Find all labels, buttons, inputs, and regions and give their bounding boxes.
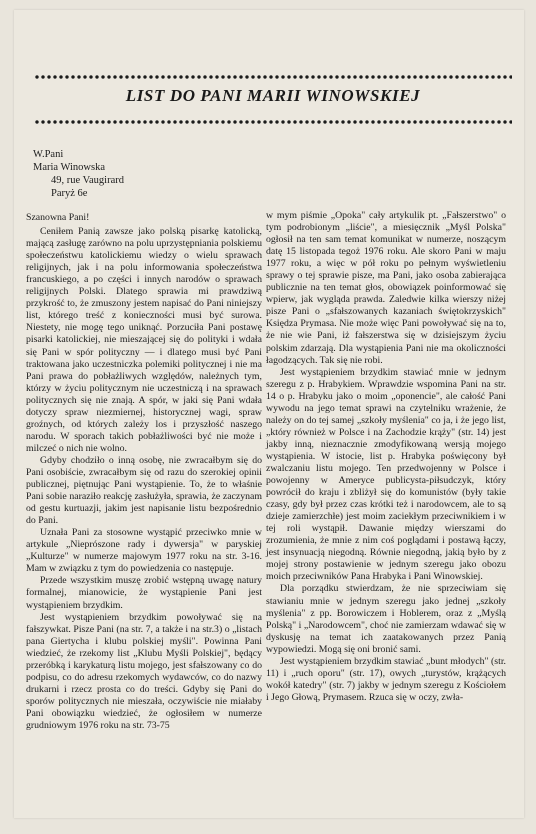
paragraph: Jest wystąpieniem brzydkim powoływać się na fałszywkat. Pisze Pani (na str. 7, a także i na str.3) o „listach pana Giertycha i klubu polskiej myśli". Powinna Pani wiedzieć, że rzekomy list „Klubu Myśli Polskiej", będący przeróbką i karykaturą listu mojego, jest sfałszowany co do podpisu, co do adresu rzekomych wydawców, co do nazwy drukarni i rzecz prosta co do treści. Gdyby się Pani do sporów politycznych nie mieszała, oczywiście nie miałaby Pani obowiązku wiedzieć, że ogłosiłem w numerze grudniowym 1976 roku na str. 73-75 xyxy=(26,611,262,731)
paragraph: Przede wszystkim muszę zrobić wstępną uwagę natury formalnej, mianowicie, że wystąpienie Pani jest wystąpieniem brzydkim. xyxy=(26,575,262,611)
recipient-address xyxy=(33,148,124,200)
address-line-3: 49, rue Vaugirard xyxy=(51,175,124,186)
paragraph: Jest wystąpieniem brzydkim stawiać „bunt młodych" (str. 11) i „ruch oporu" (str. 17), owych „turystów, krążących wokół katedry" (str. 7) jakby w jednym szeregu z Kościołem i Jego Głową, Prymasem. Rzuca się w oczy, zwła- xyxy=(266,655,506,703)
address-line-2: Maria Winowska xyxy=(33,162,105,173)
paragraph: Uznała Pani za stosowne wystąpić przeciwko mnie w artykule „Nieprószone rady i dywersja" w paryskiej „Kulturze" w numerze majowym 1977 roku na str. 3-16. Mam w związku z tym do powiedzenia co następuje. xyxy=(26,527,262,575)
top-dotted-rule xyxy=(34,72,512,82)
bottom-dotted-rule xyxy=(34,117,512,127)
paragraph: Dla porządku stwierdzam, że nie sprzeciwiam się stawianiu mnie w jednym szeregu jako jednej „szkoły myślenia" z pp. Borowiczem i Hoblerem, oraz z „Myślą Polską" i „Narodowcem", choć nie zamierzam wdawać się w dyskusję na temat ich zaatakowanych przez Panią wypowiedzi. Mogą się oni bronić sami. xyxy=(266,583,506,655)
paragraph: Ceniłem Panią zawsze jako polską pisarkę katolicką, mającą zasługę zarówno na polu uprzystępniania polskiemu społeczeństwu katolickiemu wiedzy o wielu sprawach religijnych, jak i na polu informowania społeczeństwa francuskiego, a po części i innych narodów o sprawach religijnych Polski. Dlatego sprawia mi prawdziwą przykrość to, że zmuszony jestem napisać do Pani niniejszy list, którego treść z konieczności musi być surowa. Niestety, nie mogę tego uniknąć. Porzuciła Pani postawę pisarki katolickiej, nie mieszającej się do polityki i wdała się Pani w spór polityczny — i dlatego musi być Pani traktowana jako uczestniczka polemiki politycznej i nie ma Pani prawa do pobłażliwych względów, należnych tym, którzy w życiu politycznym nie uczestniczą i na sprawach politycznych się nie znają. A spór, w jaki się Pani wdała dotyczy spraw niezmiernej, historycznej wagi, spraw groźnych, od których zależy los i przyszłość naszego narodu. W sporach takich pobłażliwości być nie może i milczeć o nich nie wolno. xyxy=(26,226,262,454)
address-line-4: Paryż 6e xyxy=(51,188,88,199)
document-page xyxy=(14,10,524,818)
right-column xyxy=(266,210,506,704)
paragraph: Jest wystąpieniem brzydkim stawiać mnie w jednym szeregu z p. Hrabykiem. Wprawdzie wspomina Pani na str. 14 o p. Hrabyku jako o moim „oponencie", ale całość Pani wywodu na jego temat sprawi na czytelniku wrażenie, że należy on do tej samej „szkoły myślenia" co ja, i że jego list, „który również w Polsce i na Zachodzie krąży" (str. 14) jest jakby inną, nieznacznie zmodyfikowaną wersją mojego wystąpienia. W istocie, list p. Hrabyka poświęcony był zwalczaniu listu mojego. Ten przedwojenny w Polsce i powojenny w Ameryce publicysta-piłsudczyk, który powrócił do kraju i zbliżył się do komunistów (były takie czasy, gdy był przez czas krótki też i narodowcem, ale to są dzieje zamierzchłe) jest moim zaciekłym przeciwnikiem i w tej roli wystąpił. Dawanie między wierszami do zrozumienia, że mnie z nim coś poglądami i postawą łączy, jest insynuacją niegodną. Równie niegodną, jakią było by z mojej strony postawienie w jednym szeregu jako obozu moich przeciwników Pana Hrabyka i Pani Winowskiej. xyxy=(266,366,506,583)
paragraph: w mym piśmie „Opoka" cały artykulik pt. „Fałszerstwo" o tym podrobionym „liście", a miesięcznik „Myśl Polska" ogłosił na ten sam temat komunikat w numerze, noszącym datę 15 listopada tegoż 1976 roku. Ale skoro Pani w maju 1977 roku, a więc w pół roku po pełnym wyświetleniu sprawy o tej sprawie pisze, ma Pani, jako osoba zabierająca publicznie na ten temat głos, obowiązek poinformować się wpierw, jak wygląda prawda. Zaledwie kilka wierszy niżej pisze Pani o „sfałszowanych kazaniach świętokrzyskich" Księdza Prymasa. Nie może więc Pani powoływać się na to, że nie wie Pani, iż fałszerstwa się w dzisiejszym życiu polskim zdarzają. Dla wystąpienia Pani nie ma okoliczności łagodzących. Tak się nie robi. xyxy=(266,210,506,366)
paragraph: Gdyby chodziło o inną osobę, nie zwracałbym się do Pani osobiście, zwracałbym się od razu do szerokiej opinii publicznej, piętnując Pani wystąpienie. To, że to właśnie Pani sobie naraziło reakcję zasłużyła, sprawia, że zaczynam od gestu kurtuazji, jakim jest napisanie listu bezpośrednio do Pani. xyxy=(26,454,262,527)
address-line-1: W.Pani xyxy=(33,149,64,160)
salutation: Szanowna Pani! xyxy=(26,212,90,223)
letter-title: LIST DO PANI MARII WINOWSKIEJ xyxy=(125,86,421,105)
left-column xyxy=(26,212,262,732)
